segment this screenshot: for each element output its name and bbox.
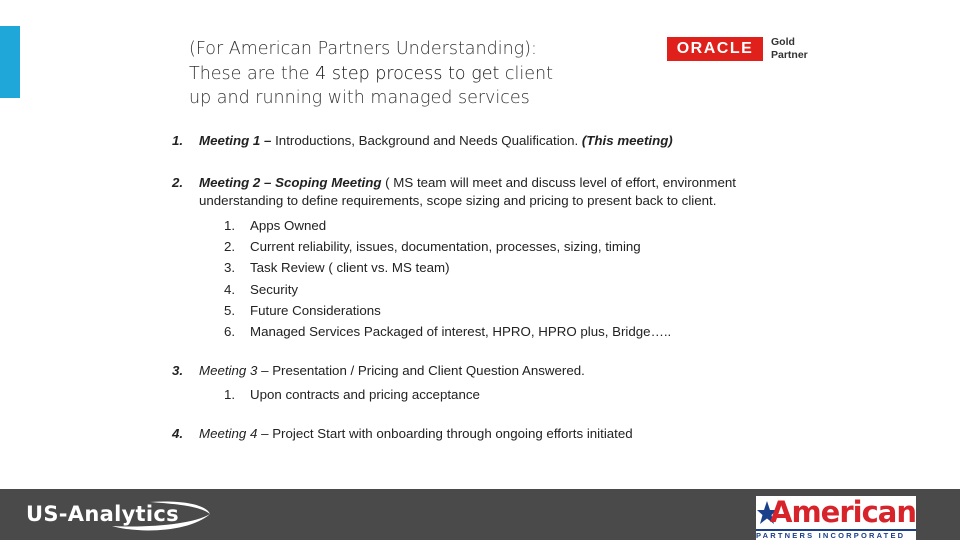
step-text	[199, 426, 633, 441]
step-text	[199, 175, 736, 190]
sub-text: Apps Owned	[250, 218, 327, 233]
title-line-3: up and running with managed services	[189, 88, 530, 108]
step-text	[199, 133, 673, 148]
oracle-tag-partner: Partner	[771, 49, 808, 61]
american-subtitle: PARTNERS INCORPORATED	[756, 529, 916, 542]
sub-text: Security	[250, 282, 299, 297]
step-description: Introductions, Background and Needs Qualification.	[275, 133, 582, 148]
step-description: – Presentation / Pricing and Client Question Answered.	[257, 363, 585, 378]
step-label: Meeting 2 – Scoping Meeting	[199, 175, 382, 190]
title-line-2-highlight: 4 step process to get	[315, 63, 500, 84]
step-description: ( MS team will meet and discuss level of effort, environment	[381, 175, 736, 190]
sub-number: 2.	[224, 239, 236, 254]
sub-item	[224, 260, 450, 275]
american-partners-logo	[756, 496, 916, 540]
accent-bar	[0, 26, 20, 98]
sub-text: Task Review ( client vs. MS team)	[250, 260, 450, 275]
sub-item	[224, 324, 671, 339]
step-text	[199, 363, 585, 378]
sub-item	[224, 387, 480, 402]
sub-item	[224, 239, 641, 254]
sub-number: 1.	[224, 387, 236, 402]
step-label: Meeting 3	[199, 363, 258, 378]
slide-title	[189, 37, 609, 111]
oracle-tag-gold: Gold	[771, 36, 795, 48]
sub-text: Current reliability, issues, documentation, processes, sizing, timing	[250, 239, 641, 254]
sub-text: Managed Services Packaged of interest, HPRO, HPRO plus, Bridge…..	[250, 324, 672, 339]
sub-item	[224, 218, 326, 233]
step-description-continued: understanding to define requirements, scope sizing and pricing to present back to client.	[199, 193, 717, 208]
swoosh-icon	[110, 498, 214, 532]
step-note: (This meeting)	[581, 133, 673, 148]
step-number: 1.	[172, 133, 184, 148]
sub-text: Upon contracts and pricing acceptance	[250, 387, 480, 402]
title-line-2	[189, 62, 609, 87]
sub-number: 6.	[224, 324, 236, 339]
step-label: Meeting 1 –	[199, 133, 276, 148]
step-number: 3.	[172, 363, 184, 378]
sub-item	[224, 303, 381, 318]
sub-text: Future Considerations	[250, 303, 381, 318]
oracle-partner-tag	[771, 36, 808, 62]
step-number: 2.	[172, 175, 184, 190]
oracle-gold-partner-logo	[667, 36, 817, 64]
step-description: – Project Start with onboarding through ongoing efforts initiated	[257, 426, 633, 441]
title-line-1: (For American Partners Understanding):	[189, 39, 537, 59]
sub-number: 4.	[224, 282, 236, 297]
step-label: Meeting 4	[199, 426, 258, 441]
title-line-2-post: client	[499, 63, 553, 84]
american-wordmark: American	[770, 495, 916, 529]
us-analytics-logo: US-Analytics	[26, 502, 179, 526]
sub-number: 5.	[224, 303, 236, 318]
title-line-2-pre: These are the	[189, 63, 316, 84]
step-number: 4.	[172, 426, 184, 441]
sub-number: 3.	[224, 260, 236, 275]
oracle-wordmark: ORACLE	[667, 37, 763, 61]
sub-number: 1.	[224, 218, 236, 233]
sub-item	[224, 282, 298, 297]
